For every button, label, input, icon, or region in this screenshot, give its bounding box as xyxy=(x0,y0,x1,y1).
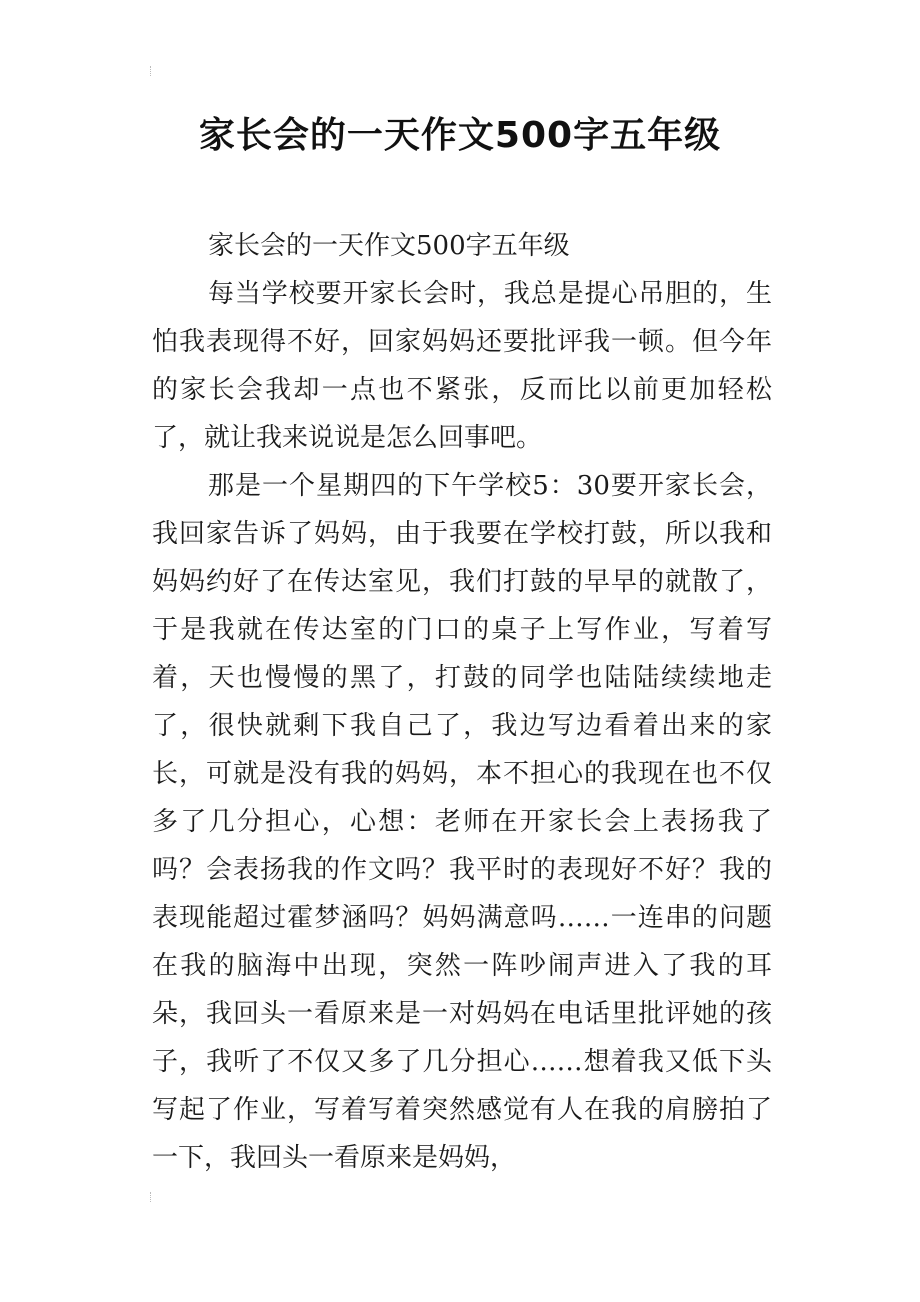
paragraph-story: 那是一个星期四的下午学校5：30要开家长会，我回家告诉了妈妈，由于我要在学校打鼓，所以我和妈妈约好了在传达室见，我们打鼓的早早的就散了，于是我就在传达室的门口的桌子上写作业，写着写着，天也慢慢的黑了，打鼓的同学也陆陆续续地走了，很快就剩下我自己了，我边写边看着出来的家长，可就是没有我的妈妈，本不担心的我现在也不仅多了几分担心，心想：老师在开家长会上表扬我了吗？会表扬我的作文吗？我平时的表现好不好？我的表现能超过霍梦涵吗？妈妈满意吗……一连串的问题在我的脑海中出现，突然一阵吵闹声进入了我的耳朵，我回头一看原来是一对妈妈在电话里批评她的孩子，我听了不仅又多了几分担心……想着我又低下头写起了作业，写着写着突然感觉有人在我的肩膀拍了一下，我回头一看原来是妈妈， xyxy=(152,471,772,1173)
paragraph-subtitle: 家长会的一天作文500字五年级 xyxy=(208,231,570,261)
paragraph-intro: 每当学校要开家长会时，我总是提心吊胆的，生怕我表现得不好，回家妈妈还要批评我一顿。但今年的家长会我却一点也不紧张，反而比以前更加轻松了，就让我来说说是怎么回事吧。 xyxy=(152,279,772,453)
document-title: 家长会的一天作文500字五年级 xyxy=(198,115,722,156)
corner-mark-top xyxy=(150,66,157,76)
corner-mark-bottom xyxy=(150,1192,157,1202)
document-body xyxy=(152,222,772,1182)
